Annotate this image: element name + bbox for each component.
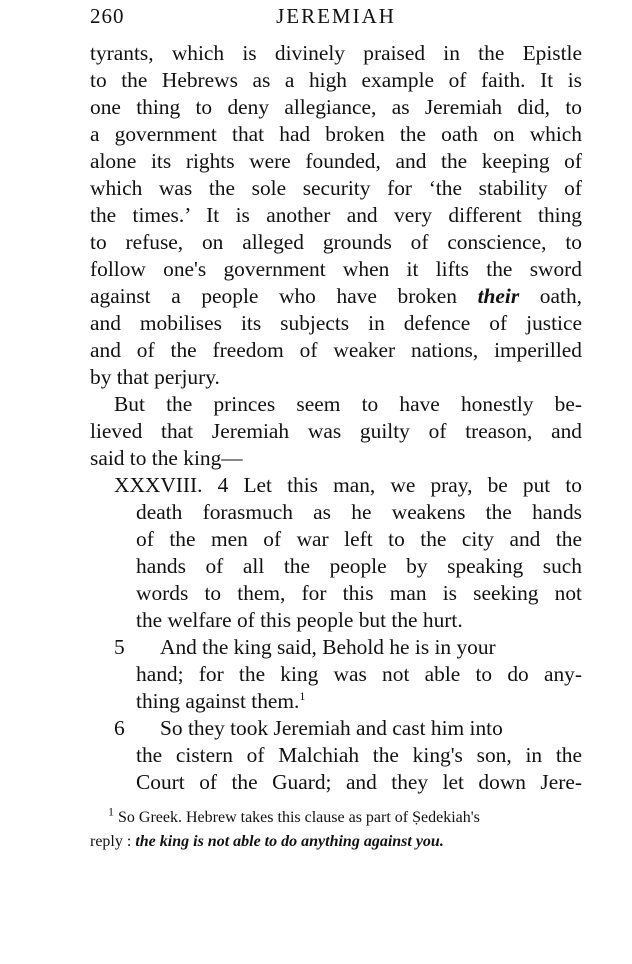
text-line: the cistern of Malchiah the king's son, in the xyxy=(136,743,582,767)
text-line: alone its rights were founded, and the keeping of xyxy=(90,149,582,173)
text-line: But the princes seem to have honestly be- xyxy=(114,392,582,416)
emphasis-their: their xyxy=(477,284,520,308)
text-line xyxy=(90,688,582,715)
verse-4-text: Let this man, we pray, be put to xyxy=(243,473,582,497)
footnote-mark: 1 xyxy=(108,804,114,819)
text-line: a government that had broken the oath on which xyxy=(90,122,582,146)
text-line: one thing to deny allegiance, as Jeremiah did, to xyxy=(90,95,582,119)
text-line: tyrants, which is divinely praised in the Epistle xyxy=(90,41,582,65)
footnote-line xyxy=(90,830,582,854)
text-line: which was the sole security for ‘the stability of xyxy=(90,176,582,200)
footnote-text: So Greek. Hebrew takes this clause as part of Ṣedekiah's xyxy=(118,809,480,826)
page-header xyxy=(90,4,582,30)
text-segment: oath, xyxy=(519,284,582,308)
text-line: the welfare of this people but the hurt. xyxy=(136,608,463,632)
verse-4-reference: XXXVIII. 4 xyxy=(114,473,229,497)
verse-6-number: 6 xyxy=(114,716,125,740)
page-number: 260 xyxy=(90,4,125,28)
text-line: to refuse, on alleged grounds of conscience, to xyxy=(90,230,582,254)
verse-6-text: So they took Jeremiah and cast him into xyxy=(160,716,503,740)
footnote-reference[interactable]: 1 xyxy=(299,688,306,703)
text-line: said to the king— xyxy=(90,446,243,470)
body-text xyxy=(90,40,582,796)
text-line: of the men of war left to the city and the xyxy=(136,527,582,551)
verse-5-text: And the king said, Behold he is in your xyxy=(160,635,496,659)
text-line: death forasmuch as he weakens the hands xyxy=(136,500,582,524)
verse-4-first-line xyxy=(90,472,582,499)
verse-5-first-line xyxy=(90,634,582,661)
text-segment: against a people who have broken xyxy=(90,284,478,308)
text-line: hand; for the king was not able to do any- xyxy=(136,662,582,686)
text-line: to the Hebrews as a high example of faith. It is xyxy=(90,68,582,92)
text-line: hands of all the people by speaking such xyxy=(136,554,582,578)
text-line xyxy=(90,283,582,310)
text-line: and of the freedom of weaker nations, imperilled xyxy=(90,338,582,362)
footnote-line xyxy=(90,806,582,830)
text-line: the times.’ It is another and very different thing xyxy=(90,203,582,227)
footnote xyxy=(90,806,582,854)
text-line: lieved that Jeremiah was guilty of treason, and xyxy=(90,419,582,443)
footnote-quote: the king is not able to do anything against you. xyxy=(135,833,444,850)
verse-6-first-line xyxy=(90,715,582,742)
footnote-text: reply : xyxy=(90,833,136,850)
text-line: Court of the Guard; and they let down Jere- xyxy=(136,770,582,794)
text-line: and mobilises its subjects in defence of justice xyxy=(90,311,582,335)
text-line: by that perjury. xyxy=(90,365,220,389)
verse-5-number: 5 xyxy=(114,635,125,659)
text-line: follow one's government when it lifts the sword xyxy=(90,257,582,281)
running-title: JEREMIAH xyxy=(276,4,396,28)
text-line: words to them, for this man is seeking not xyxy=(136,581,582,605)
text-segment: thing against them. xyxy=(136,689,300,713)
